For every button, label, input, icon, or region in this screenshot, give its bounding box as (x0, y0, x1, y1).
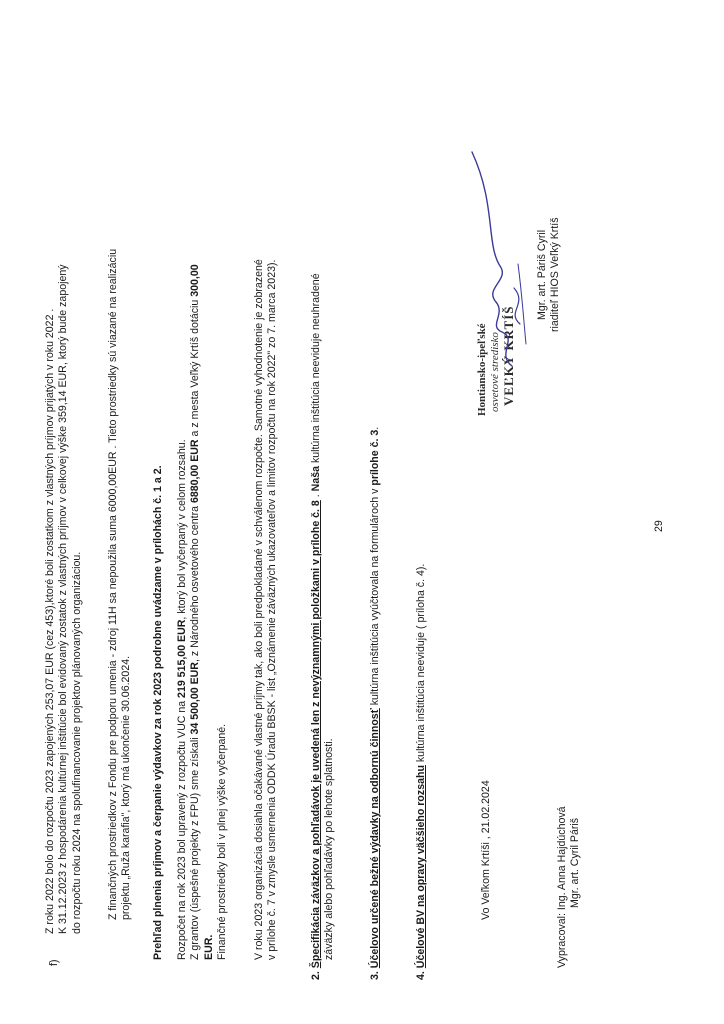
section-2-line-2: záväzky alebo pohľadávky po lehote splatnosti. (323, 738, 336, 960)
section-4 (415, 564, 428, 980)
prepared-line-2: Mgr. art. Cyril Páriš (569, 817, 582, 908)
item-f-text (44, 264, 84, 934)
section-3-title: Účelovo určené bežné výdavky na odbornú činnosť (369, 708, 381, 969)
item-f-line-2: K 31.12.2023 z hospodárenia kultúrnej inštitúcie bol evidovaný zostatok z vlastných príjmov v celkovej výške 359,14 EUR, ktorý bude zapojený (57, 264, 70, 934)
page-number: 29 (653, 520, 665, 532)
income-line-1: V roku 2023 organizácia dosiahla očakávané vlastné príjmy tak, ako boli predpokladané v schválenom rozpočte. Samotné vyhodnotenie je zobrazené (253, 259, 265, 960)
income-paragraph (253, 259, 280, 960)
section-2-sep: . (310, 491, 322, 501)
signatory-name: Mgr. art. Páriš Cyril (536, 229, 548, 320)
section-3-end: . (369, 426, 381, 430)
overview-paragraph (176, 264, 230, 960)
section-3-number: 3. (369, 971, 381, 980)
income-line-2: v prílohe č. 7 v zmysle usmernenia ODDK Úradu BBSK - list „Oznámenie záväzných ukazovateľov a limitov rozpočtu na rok 2022" zo 7. marca 2023). (266, 259, 279, 960)
overview-line-4: Finančné prostriedky boli v plnej výške vyčerpané. (216, 723, 229, 960)
signatory-role: riaditeľ HIOS Veľký Krtíš (549, 217, 562, 332)
fpu-line-2: projektu „Ruža karafia", ktorý má ukončenie 30.06.2024. (120, 655, 133, 920)
fpu-line-1: Z finančných prostriedkov z Fondu pre podporu umenia - zdroj 11H sa nepoužila suma 6000,00EUR . Tieto prostriedky sú viazané na realizáciu (107, 248, 119, 920)
overview-heading: Prehľad plnenia príjmov a čerpanie výdavkov za rok 2023 podrobne uvádzame v prílohách č. 1 a 2. (152, 465, 164, 960)
grants-amount: 34 500,00 EUR (189, 662, 202, 735)
section-4-text: kultúrna inštitúcia neeviduje ( príloha č. 4). (415, 563, 427, 766)
prepared-line-1: Vypracoval: Ing. Anna Hajdúchová (556, 806, 568, 968)
fpu-paragraph (107, 249, 134, 920)
city-amount: 300,00 (189, 264, 202, 297)
section-3-text: kultúrna inštitúcia vyúčtovala na formulároch v (369, 485, 381, 709)
signatory (536, 217, 563, 332)
handwritten-signature (466, 144, 536, 384)
overview-line-2 (189, 264, 202, 960)
city-text: a z mesta Veľký Krtíš dotáciu (189, 296, 202, 440)
stamp-line-3: VEĽKÝ KRTÍŠ (501, 305, 516, 406)
list-marker-f: f) (48, 959, 60, 966)
budget-amount: 219 515,00 EUR (176, 619, 188, 698)
section-4-title: Účelové BV na opravy väčšieho rozsahu (415, 765, 427, 969)
noc-text: , z Národného osvetového centra (189, 503, 202, 663)
section-4-number: 4. (415, 971, 427, 980)
section-2-title: Špecifikácia záväzkov a pohľadávok je uvedená len z nevýznamnými položkami v prílohe č. 8 (310, 500, 322, 969)
section-3-ref: prílohe č. 3 (369, 429, 381, 486)
prepared-by (556, 806, 583, 968)
section-2-text: kultúrna inštitúcia neeviduje neuhradené (310, 273, 322, 466)
stamp-line-1: Hontiansko-ipeľské (476, 323, 488, 416)
section-3 (369, 427, 382, 980)
stamp-line-2: osvetové stredisko (489, 332, 501, 412)
item-f-line-1: Z roku 2022 bolo do rozpočtu 2023 zapojených 253,07 EUR (cez 453),ktoré boli zostatkom z vlastných príjmov prijatých v roku 2022 . (44, 308, 56, 934)
noc-amount: 6880,00 EUR (189, 439, 202, 504)
overview-line-1 (176, 264, 189, 960)
budget-text: Rozpočet na rok 2023 bol upravený z rozpočtu VUC na (176, 697, 188, 960)
section-2-bold: Naša (310, 466, 322, 492)
overview-line-3: EUR. (202, 934, 215, 960)
section-2-number: 2. (310, 971, 322, 980)
budget-text-end: , ktorý bol vyčerpaný v celom rozsahu. (176, 439, 188, 620)
section-2 (310, 273, 337, 980)
place-date: Vo Veľkom Krtíši , 21.02.2024 (480, 780, 492, 920)
grants-text: Z grantov (úspešné projekty z FPU) sme získali (189, 734, 202, 960)
item-f-line-3: do rozpočtu roku 2024 na spolufinancovanie projektov plánovaných organizáciou. (70, 551, 83, 934)
